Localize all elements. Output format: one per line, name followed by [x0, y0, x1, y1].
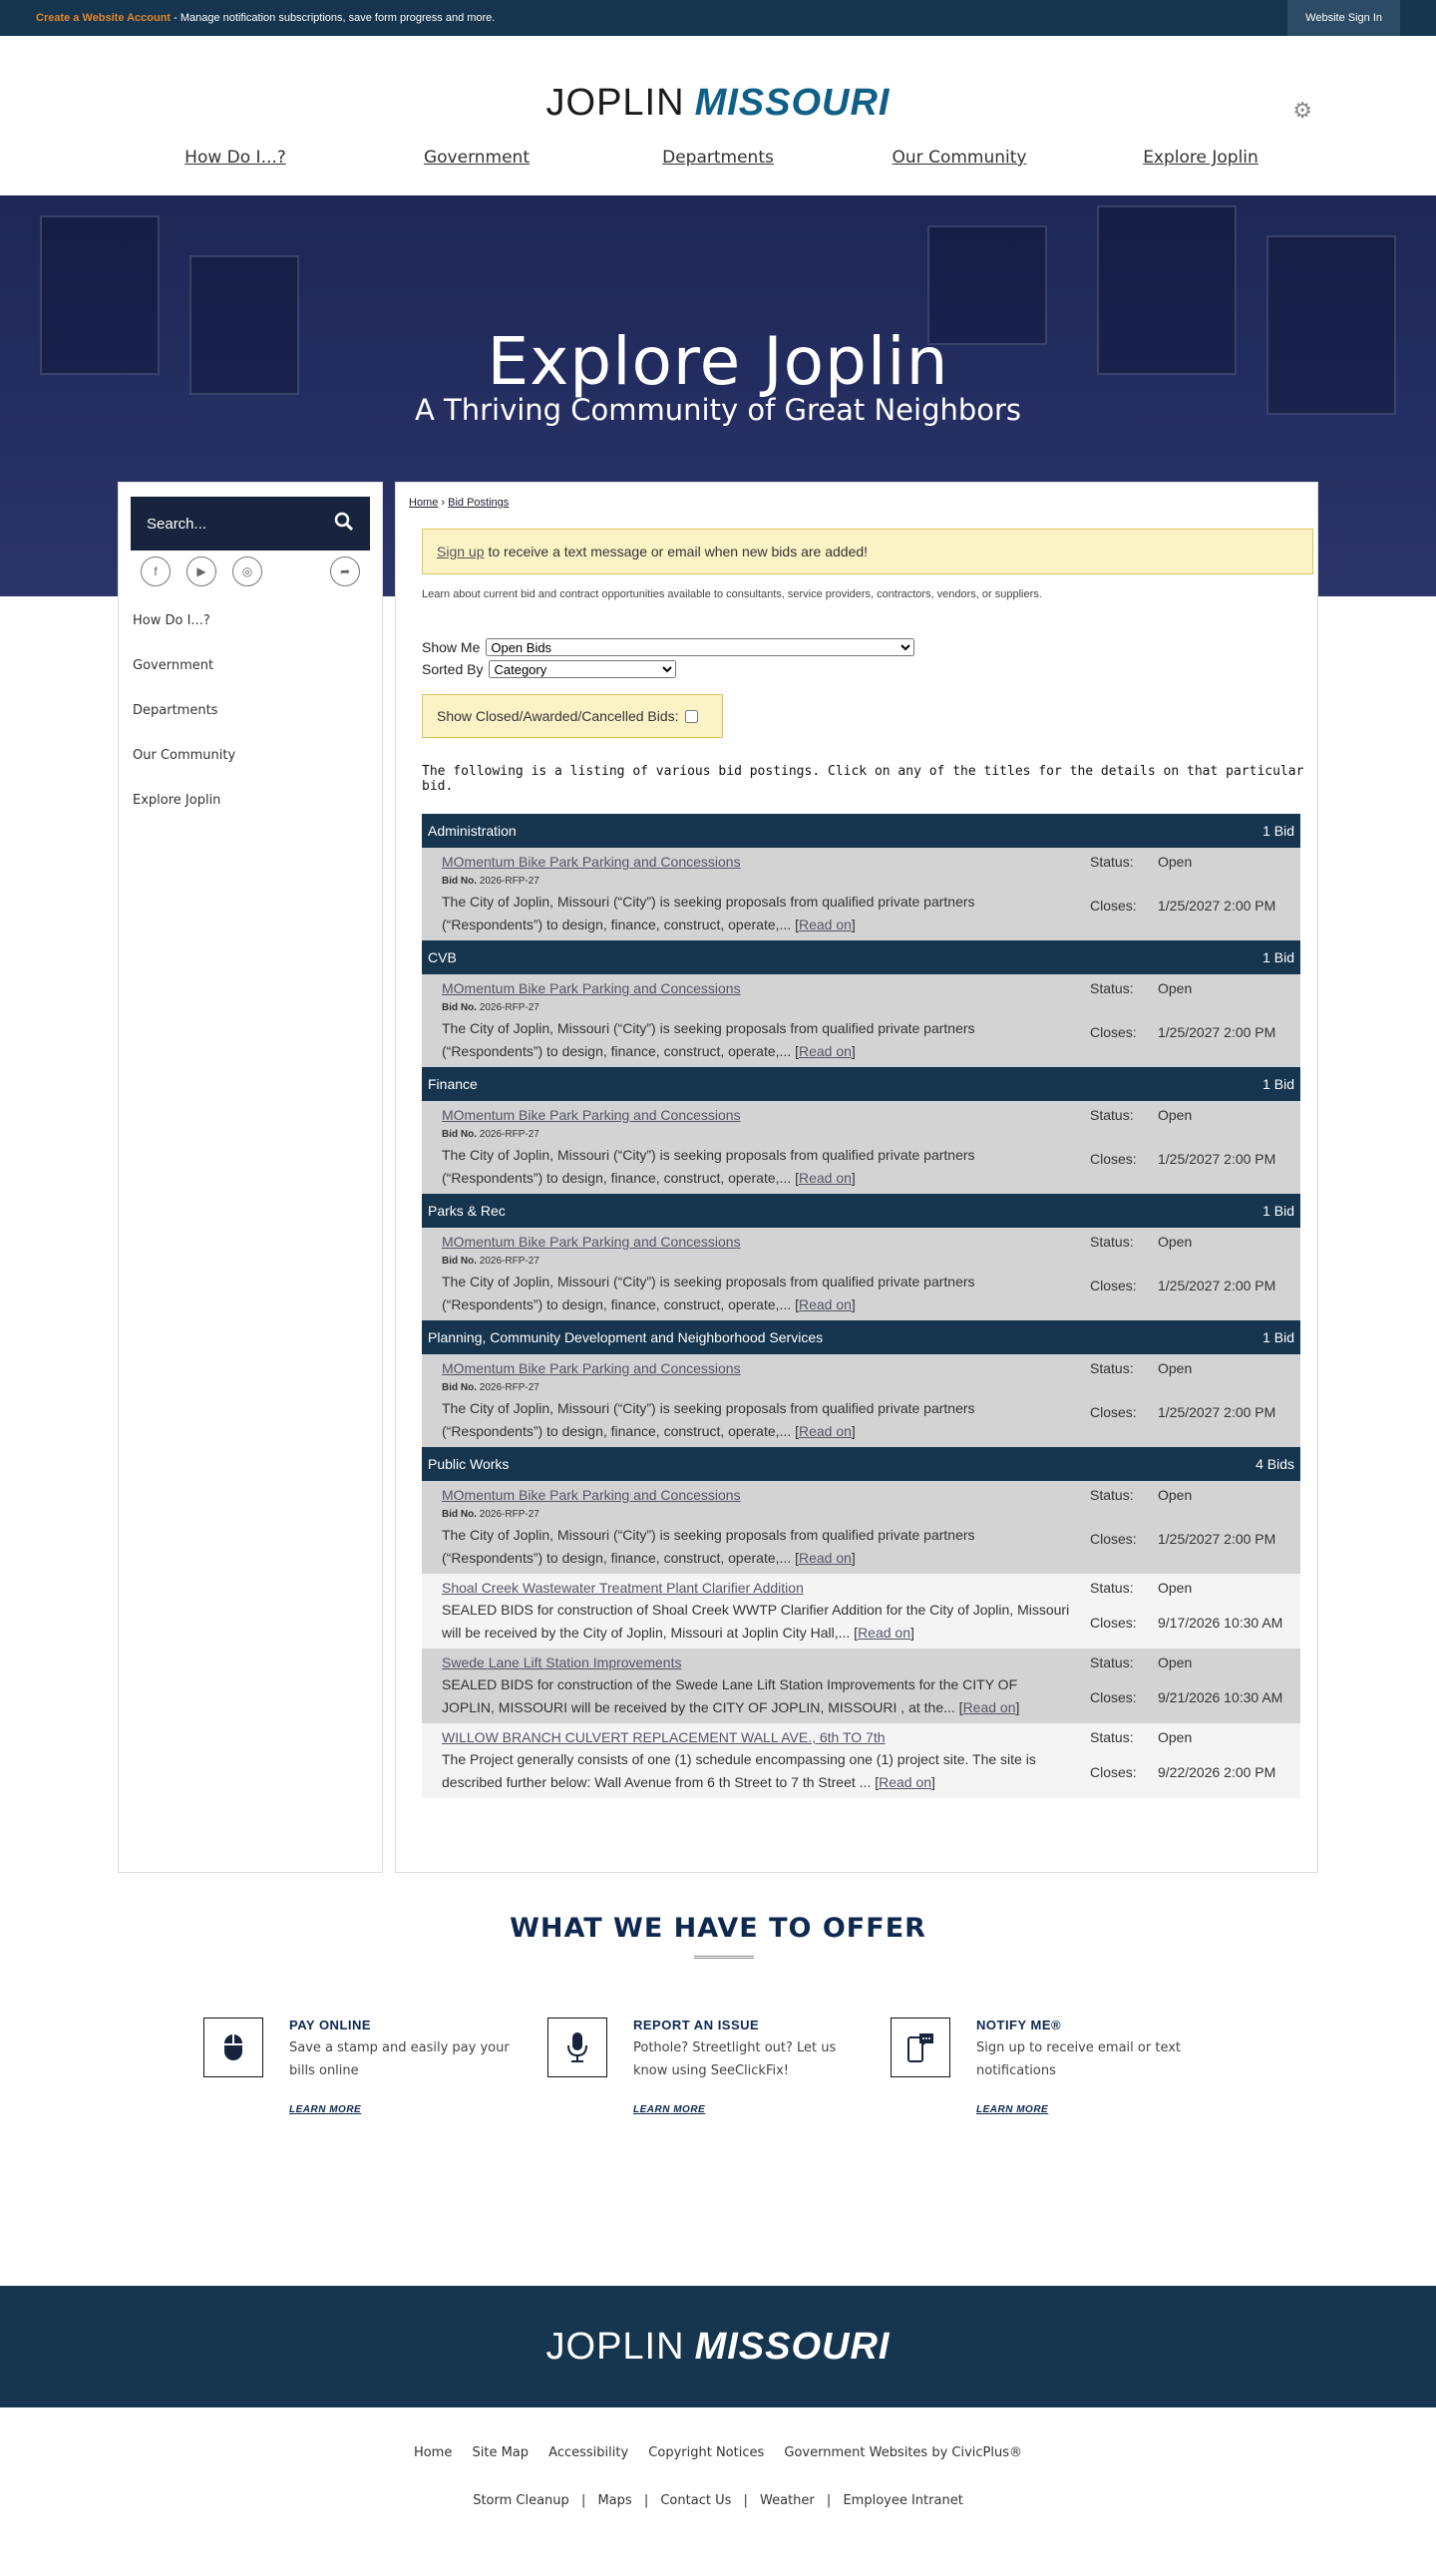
- footer-separator: |: [580, 2493, 586, 2508]
- bid-row: [422, 1481, 1300, 1574]
- closes-value: 1/25/2027 2:00 PM: [1158, 897, 1276, 914]
- bid-number: [442, 1126, 1070, 1144]
- sidebar-item-how-do-i[interactable]: How Do I...?: [133, 613, 210, 628]
- closes-label: Closes:: [1090, 1614, 1137, 1631]
- bid-status: [1070, 978, 1275, 1063]
- offer-card-title: NOTIFY ME®: [976, 2018, 1062, 2032]
- bid-details: [442, 1653, 1070, 1719]
- social-links: [119, 551, 382, 592]
- logo-city: JOPLIN: [545, 82, 685, 124]
- breadcrumb: [409, 497, 1304, 509]
- bid-status: [1070, 1485, 1275, 1570]
- bid-description-text: The City of Joplin, Missouri (“City”) is seeking proposals from qualified private partners (“Respondents”) to design, finance, construct, operate,...: [442, 1020, 975, 1059]
- bid-description: The City of Joplin, Missouri (“City”) is seeking proposals from qualified private partners (“Respondents”) to design, finance, construct, operate,... [Read on]: [442, 1020, 975, 1059]
- learn-text: Learn about current bid and contract opportunities available to consultants, service providers, contractors, vendors, or suppliers.: [422, 588, 1042, 600]
- learn-more-link[interactable]: LEARN MORE: [976, 2104, 1049, 2115]
- bid-number-label: Bid No.: [442, 1382, 477, 1393]
- bid-description-text: The Project generally consists of one (1) schedule encompassing one (1) project site. The site is described further below: Wall Avenue from 6 th Street to 7 th Street ...: [442, 1751, 1036, 1790]
- account-promo: [36, 12, 495, 24]
- bid-status: [1070, 1653, 1282, 1719]
- closes-label: Closes:: [1090, 1530, 1137, 1547]
- logo-state: MISSOURI: [694, 82, 891, 124]
- sorted-by-row: [422, 658, 1304, 680]
- main-content: [395, 482, 1318, 1873]
- bid-description-text: SEALED BIDS for construction of Shoal Creek WWTP Clarifier Addition for the City of Joplin, Missouri will be received by the City of Joplin, Missouri at Joplin City Hall,...: [442, 1602, 1070, 1641]
- status-label: Status:: [1090, 1487, 1134, 1503]
- bid-row: [422, 1354, 1300, 1447]
- offer-card-description: Sign up to receive email or text notifications: [976, 2040, 1182, 2078]
- microphone-icon: [547, 2018, 607, 2077]
- bid-number: [442, 1253, 1070, 1271]
- bid-details: [442, 1727, 1070, 1794]
- status-value: Open: [1158, 1360, 1193, 1376]
- bid-number: [442, 999, 1070, 1017]
- bid-title-link[interactable]: MOmentum Bike Park Parking and Concessions: [442, 1107, 741, 1123]
- footer-links-row-1: [0, 2445, 1436, 2460]
- offer-card-text: [976, 2018, 1216, 2115]
- footer-link-storm-cleanup[interactable]: Storm Cleanup: [473, 2493, 569, 2508]
- status-label: Status:: [1090, 1729, 1134, 1745]
- show-me-select[interactable]: [486, 638, 914, 656]
- status-label: Status:: [1090, 1234, 1134, 1250]
- youtube-icon[interactable]: ▶: [186, 556, 216, 586]
- closes-label: Closes:: [1090, 1150, 1137, 1167]
- read-on-link[interactable]: Read on: [798, 917, 852, 932]
- offer-card-text: [633, 2018, 873, 2115]
- status-value: Open: [1158, 1580, 1193, 1596]
- bid-status: [1070, 1105, 1275, 1190]
- footer-links: [0, 2407, 1436, 2541]
- offer-card-description: Save a stamp and easily pay your bills online: [289, 2040, 510, 2078]
- closes-value: 1/25/2027 2:00 PM: [1158, 1023, 1276, 1040]
- category-count: 1 Bid: [1262, 823, 1294, 839]
- offer-card-title: PAY ONLINE: [289, 2018, 372, 2032]
- bid-number-value: 2026-RFP-27: [479, 1129, 539, 1140]
- content-area: [0, 482, 1436, 1873]
- footer-logo-band: [0, 2286, 1436, 2407]
- bid-number-label: Bid No.: [442, 876, 477, 887]
- closes-label: Closes:: [1090, 1023, 1137, 1040]
- offer-heading: WHAT WE HAVE TO OFFER: [510, 1913, 926, 1944]
- bid-description-text: SEALED BIDS for construction of the Swede Lane Lift Station Improvements for the CITY OF JOPLIN, MISSOURI will be received by the CITY OF JOPLIN, MISSOURI , at the...: [442, 1676, 1018, 1715]
- category-count: 1 Bid: [1262, 949, 1294, 965]
- sidebar: [118, 482, 383, 1873]
- status-label: Status:: [1090, 1360, 1134, 1376]
- category-name: CVB: [428, 949, 457, 965]
- category-header: [422, 940, 1300, 974]
- bid-title-link[interactable]: MOmentum Bike Park Parking and Concessions: [442, 980, 741, 996]
- bid-number-label: Bid No.: [442, 1002, 477, 1013]
- bid-description: The City of Joplin, Missouri (“City”) is seeking proposals from qualified private partners (“Respondents”) to design, finance, construct, operate,... [Read on]: [442, 1400, 975, 1439]
- closes-value: 9/17/2026 10:30 AM: [1158, 1614, 1283, 1631]
- category-header: [422, 1067, 1300, 1101]
- site-logo[interactable]: [0, 82, 1436, 125]
- category-name: Planning, Community Development and Neighborhood Services: [428, 1329, 824, 1345]
- bid-number-value: 2026-RFP-27: [479, 876, 539, 887]
- bid-row: [422, 1101, 1300, 1194]
- category-name: Public Works: [428, 1456, 510, 1472]
- site-header: [0, 36, 1436, 195]
- status-value: Open: [1158, 1487, 1193, 1503]
- offer-card-pay-online[interactable]: [203, 2018, 533, 2115]
- learn-more-link[interactable]: LEARN MORE: [289, 2104, 362, 2115]
- read-on-link[interactable]: Read on: [798, 1550, 852, 1566]
- offer-card-title: REPORT AN ISSUE: [633, 2018, 760, 2032]
- bid-title-link[interactable]: WILLOW BRANCH CULVERT REPLACEMENT WALL AVE., 6th TO 7th: [442, 1729, 886, 1745]
- bid-number: [442, 1506, 1070, 1524]
- sidebar-item-departments[interactable]: Departments: [133, 703, 218, 718]
- bid-details: [442, 1485, 1070, 1570]
- closes-label: Closes:: [1090, 1688, 1137, 1705]
- hero-title: Explore Joplin: [487, 323, 949, 400]
- bid-details: [442, 1232, 1070, 1316]
- closes-label: Closes:: [1090, 1763, 1137, 1780]
- signup-notice: [422, 529, 1313, 574]
- side-nav: [119, 598, 382, 823]
- bid-description-text: The City of Joplin, Missouri (“City”) is seeking proposals from qualified private partners (“Respondents”) to design, finance, construct, operate,...: [442, 1527, 975, 1566]
- footer-link-home[interactable]: Home: [413, 2445, 453, 2460]
- bid-description-text: The City of Joplin, Missouri (“City”) is seeking proposals from qualified private partners (“Respondents”) to design, finance, construct, operate,...: [442, 1274, 975, 1312]
- closes-value: 1/25/2027 2:00 PM: [1158, 1530, 1276, 1547]
- read-on-link[interactable]: Read on: [798, 1423, 852, 1439]
- share-icon[interactable]: ➦: [330, 556, 360, 586]
- bid-description: SEALED BIDS for construction of Shoal Creek WWTP Clarifier Addition for the City of Joplin, Missouri will be received by the City of Joplin, Missouri at Joplin City Hall,... [Read on]: [442, 1602, 1070, 1641]
- footer-link-weather[interactable]: Weather: [760, 2493, 815, 2508]
- bid-description: The City of Joplin, Missouri (“City”) is seeking proposals from qualified private partners (“Respondents”) to design, finance, construct, operate,... [Read on]: [442, 1527, 975, 1566]
- bid-details: [442, 1358, 1070, 1443]
- bid-listing: [422, 814, 1300, 1798]
- status-value: Open: [1158, 1655, 1193, 1670]
- category-header: [422, 1320, 1300, 1354]
- sidebar-item-explore-joplin[interactable]: Explore Joplin: [133, 793, 221, 808]
- nav-government[interactable]: Government: [423, 148, 531, 168]
- footer-link-civicplus[interactable]: Government Websites by CivicPlus®: [784, 2445, 1023, 2460]
- breadcrumb-home[interactable]: Home: [409, 497, 439, 509]
- offer-card-text: [289, 2018, 529, 2115]
- bid-description-text: The City of Joplin, Missouri (“City”) is seeking proposals from qualified private partners (“Respondents”) to design, finance, construct, operate,...: [442, 1147, 975, 1186]
- closes-value: 9/21/2026 10:30 AM: [1158, 1688, 1283, 1705]
- search-input[interactable]: Search...: [147, 515, 207, 533]
- footer-links-row-2: [0, 2493, 1436, 2508]
- bid-title-link[interactable]: MOmentum Bike Park Parking and Concessions: [442, 1360, 741, 1376]
- category-count: 4 Bids: [1256, 1456, 1294, 1472]
- bid-description: The City of Joplin, Missouri (“City”) is seeking proposals from qualified private partners (“Respondents”) to design, finance, construct, operate,... [Read on]: [442, 1274, 975, 1312]
- bid-status: [1070, 1232, 1275, 1316]
- search-icon[interactable]: [334, 512, 354, 536]
- bid-number-label: Bid No.: [442, 1509, 477, 1520]
- bid-title-link[interactable]: Shoal Creek Wastewater Treatment Plant Clarifier Addition: [442, 1580, 804, 1596]
- bid-number-value: 2026-RFP-27: [479, 1509, 539, 1520]
- bid-title-link[interactable]: MOmentum Bike Park Parking and Concessions: [442, 1487, 741, 1503]
- bid-row: [422, 1228, 1300, 1320]
- footer-link-accessibility[interactable]: Accessibility: [548, 2445, 629, 2460]
- show-closed-toggle: [422, 694, 723, 738]
- status-value: Open: [1158, 1107, 1193, 1123]
- bid-status: [1070, 852, 1275, 936]
- footer-separator: |: [743, 2493, 748, 2508]
- facebook-icon[interactable]: f: [141, 556, 171, 586]
- bid-details: [442, 852, 1070, 936]
- create-account-link[interactable]: Create a Website Account: [36, 12, 172, 24]
- read-on-link[interactable]: Read on: [798, 1296, 852, 1312]
- bid-description: The City of Joplin, Missouri (“City”) is seeking proposals from qualified private partners (“Respondents”) to design, finance, construct, operate,... [Read on]: [442, 894, 975, 932]
- read-on-link[interactable]: Read on: [798, 1043, 852, 1059]
- closes-value: 1/25/2027 2:00 PM: [1158, 1277, 1276, 1293]
- closes-label: Closes:: [1090, 897, 1137, 914]
- nav-explore-joplin[interactable]: Explore Joplin: [1143, 148, 1258, 168]
- show-me-row: [422, 636, 1304, 658]
- bid-title-link[interactable]: MOmentum Bike Park Parking and Concessions: [442, 854, 741, 870]
- bid-number-label: Bid No.: [442, 1129, 477, 1140]
- status-label: Status:: [1090, 1655, 1134, 1670]
- offer-card-report-issue[interactable]: [547, 2018, 877, 2115]
- bid-description: SEALED BIDS for construction of the Swede Lane Lift Station Improvements for the CITY OF JOPLIN, MISSOURI will be received by the CITY OF JOPLIN, MISSOURI , at the... [Read on]: [442, 1676, 1020, 1715]
- bid-number-value: 2026-RFP-27: [479, 1256, 539, 1267]
- show-closed-label: Show Closed/Awarded/Cancelled Bids:: [437, 708, 679, 724]
- closes-value: 1/25/2027 2:00 PM: [1158, 1150, 1276, 1167]
- footer-separator: |: [826, 2493, 832, 2508]
- bid-row: [422, 848, 1300, 940]
- footer-link-employee-intranet[interactable]: Employee Intranet: [843, 2493, 963, 2508]
- bid-description-text: The City of Joplin, Missouri (“City”) is seeking proposals from qualified private partners (“Respondents”) to design, finance, construct, operate,...: [442, 894, 975, 932]
- status-label: Status:: [1090, 980, 1134, 996]
- read-on-link[interactable]: Read on: [962, 1699, 1016, 1715]
- instagram-icon[interactable]: ◎: [232, 556, 262, 586]
- bid-row: [422, 1723, 1300, 1798]
- bid-title-link[interactable]: MOmentum Bike Park Parking and Concessions: [442, 1234, 741, 1250]
- sidebar-item-government[interactable]: Government: [133, 658, 214, 673]
- gear-icon[interactable]: ⚙: [1292, 98, 1312, 123]
- offer-card-notify-me[interactable]: [891, 2018, 1220, 2115]
- status-value: Open: [1158, 980, 1193, 996]
- bid-description: The City of Joplin, Missouri (“City”) is seeking proposals from qualified private partners (“Respondents”) to design, finance, construct, operate,... [Read on]: [442, 1147, 975, 1186]
- status-label: Status:: [1090, 1107, 1134, 1123]
- sorted-by-select[interactable]: [489, 660, 676, 678]
- offer-divider: [694, 1956, 754, 1959]
- footer-logo-city: JOPLIN: [545, 2325, 685, 2368]
- category-count: 1 Bid: [1262, 1076, 1294, 1092]
- main-nav: [0, 148, 1436, 168]
- sidebar-item-our-community[interactable]: Our Community: [133, 748, 236, 763]
- website-sign-in-button[interactable]: Website Sign In: [1287, 0, 1400, 36]
- read-on-link[interactable]: Read on: [879, 1774, 932, 1790]
- category-header: [422, 1447, 1300, 1481]
- nav-departments[interactable]: Departments: [662, 148, 774, 168]
- bid-details: [442, 1578, 1070, 1645]
- offer-card-description: Pothole? Streetlight out? Let us know using SeeClickFix!: [633, 2040, 837, 2078]
- learn-more-link[interactable]: LEARN MORE: [633, 2104, 706, 2115]
- footer-link-contact-us[interactable]: Contact Us: [660, 2493, 732, 2508]
- show-me-label: Show Me: [422, 639, 481, 655]
- bid-row: [422, 974, 1300, 1067]
- closes-value: 9/22/2026 2:00 PM: [1158, 1763, 1276, 1780]
- bid-description-text: The City of Joplin, Missouri (“City”) is seeking proposals from qualified private partners (“Respondents”) to design, finance, construct, operate,...: [442, 1400, 975, 1439]
- bid-filters: [422, 636, 1304, 680]
- category-count: 1 Bid: [1262, 1203, 1294, 1219]
- status-value: Open: [1158, 1234, 1193, 1250]
- read-on-link[interactable]: Read on: [798, 1170, 852, 1186]
- category-name: Administration: [428, 823, 517, 839]
- footer-link-copyright[interactable]: Copyright Notices: [648, 2445, 765, 2460]
- bid-number-value: 2026-RFP-27: [479, 1382, 539, 1393]
- category-header: [422, 1194, 1300, 1228]
- category-header: [422, 814, 1300, 848]
- breadcrumb-current[interactable]: Bid Postings: [448, 497, 510, 509]
- footer-separator: |: [643, 2493, 649, 2508]
- closes-label: Closes:: [1090, 1403, 1137, 1420]
- breadcrumb-separator: ›: [438, 497, 449, 509]
- bid-number: [442, 1379, 1070, 1397]
- hero-subtitle: A Thriving Community of Great Neighbors: [414, 393, 1022, 427]
- bid-status: [1070, 1358, 1275, 1443]
- phone-chat-icon: [891, 2018, 950, 2077]
- sorted-by-label: Sorted By: [422, 661, 484, 677]
- footer-logo-state: MISSOURI: [694, 2325, 891, 2368]
- top-bar: [0, 0, 1436, 36]
- footer-link-site-map[interactable]: Site Map: [472, 2445, 530, 2460]
- sign-up-link[interactable]: Sign up: [437, 544, 485, 559]
- bid-number: [442, 873, 1070, 891]
- mouse-icon: [203, 2018, 263, 2077]
- status-value: Open: [1158, 1729, 1193, 1745]
- closes-value: 1/25/2027 2:00 PM: [1158, 1403, 1276, 1420]
- category-count: 1 Bid: [1262, 1329, 1294, 1345]
- closes-label: Closes:: [1090, 1277, 1137, 1293]
- account-tagline: - Manage notification subscriptions, save form progress and more.: [171, 12, 496, 24]
- offer-section: [0, 1873, 1436, 2286]
- nav-how-do-i[interactable]: How Do I...?: [184, 148, 286, 168]
- bid-details: [442, 978, 1070, 1063]
- listing-intro: The following is a listing of various bid postings. Click on any of the titles for the details on that particular bid.: [422, 764, 1304, 794]
- signup-notice-text: to receive a text message or email when new bids are added!: [488, 544, 869, 559]
- bid-number-value: 2026-RFP-27: [479, 1002, 539, 1013]
- category-name: Finance: [428, 1076, 478, 1092]
- bid-number-label: Bid No.: [442, 1256, 477, 1267]
- show-closed-checkbox[interactable]: [685, 710, 698, 723]
- search-box[interactable]: [131, 497, 370, 551]
- bid-description: The Project generally consists of one (1) schedule encompassing one (1) project site. The site is described further below: Wall Avenue from 6 th Street to 7 th Street ... [Read on]: [442, 1751, 1036, 1790]
- bid-row: [422, 1574, 1300, 1649]
- status-label: Status:: [1090, 1580, 1134, 1596]
- read-on-link[interactable]: Read on: [858, 1625, 910, 1641]
- bid-title-link[interactable]: Swede Lane Lift Station Improvements: [442, 1655, 682, 1670]
- nav-our-community[interactable]: Our Community: [892, 148, 1027, 168]
- footer-link-maps[interactable]: Maps: [597, 2493, 632, 2508]
- status-label: Status:: [1090, 854, 1134, 870]
- bid-details: [442, 1105, 1070, 1190]
- bid-status: [1070, 1578, 1282, 1645]
- bid-status: [1070, 1727, 1275, 1794]
- bid-row: [422, 1649, 1300, 1723]
- status-value: Open: [1158, 854, 1193, 870]
- category-name: Parks & Rec: [428, 1203, 506, 1219]
